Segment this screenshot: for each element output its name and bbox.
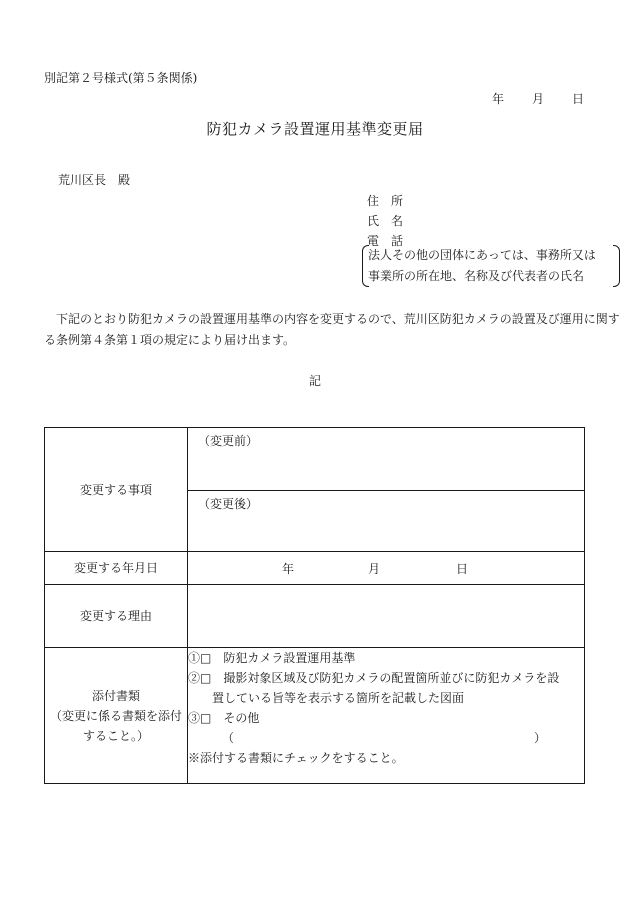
corporation-note [362,245,620,287]
after-change-field[interactable] [188,491,585,552]
attachments-field [188,648,585,784]
change-reason-label: 変更する理由 [45,585,188,648]
applicant-address-label: 住 所 [367,194,404,208]
change-date-label: 変更する年月日 [45,552,188,585]
change-date-field[interactable] [188,552,585,585]
change-date-month: 月 [368,562,381,576]
attachments-label [45,648,188,784]
other-attachment-input[interactable] [188,728,584,748]
attachments-label-note-1: （変更に係る書類を添付 [49,708,182,723]
attachment-check-note: ※添付する書類にチェックをすること。 [188,751,404,765]
after-change-label: （変更後） [198,497,259,511]
change-date-year: 年 [282,562,295,576]
date-day-label: 日 [572,92,585,106]
before-change-field[interactable] [188,428,585,491]
form-table [44,427,585,784]
attachments-label-note-2: すること。） [82,728,149,743]
applicant-phone-label: 電 話 [367,234,404,248]
paren-open: （ [222,731,235,745]
bracket-right [613,245,620,287]
corporation-note-line-1: 法人その他の団体にあっては、事務所又は [368,248,596,262]
form-reference: 別記第２号様式(第５条関係) [44,71,198,85]
attachment-item-2[interactable]: ②□ 撮影対象区域及び防犯カメラの配置箇所並びに防犯カメラを設 [188,671,560,685]
change-item-label: 変更する事項 [45,428,188,552]
applicant-name-label: 氏 名 [367,214,404,228]
declaration-text: 下記のとおり防犯カメラの設置運用基準の内容を変更するので、荒川区防犯カメラの設置及び運用に関する条例第４条第１項の規定により届け出ます。 [44,312,620,347]
form-title: 防犯カメラ設置運用基準変更届 [206,120,424,138]
ki-heading: 記 [308,374,321,388]
attachment-item-1[interactable]: ①□ 防犯カメラ設置運用基準 [188,651,356,665]
paren-close: ） [534,731,547,745]
attachments-label-title: 添付書類 [91,688,140,703]
attachment-item-3[interactable]: ③□ その他 [188,711,260,725]
addressee: 荒川区長 殿 [58,173,131,187]
date-year-label: 年 [492,92,505,106]
change-reason-field[interactable] [188,585,585,648]
attachment-item-2-cont: 置している旨等を表示する箇所を記載した図面 [212,691,465,705]
before-change-label: （変更前） [198,434,259,448]
change-date-day: 日 [456,562,469,576]
submission-date [492,90,584,107]
corporation-note-line-2: 事業所の所在地、名称及び代表者の氏名 [368,269,585,283]
date-month-label: 月 [532,92,545,106]
